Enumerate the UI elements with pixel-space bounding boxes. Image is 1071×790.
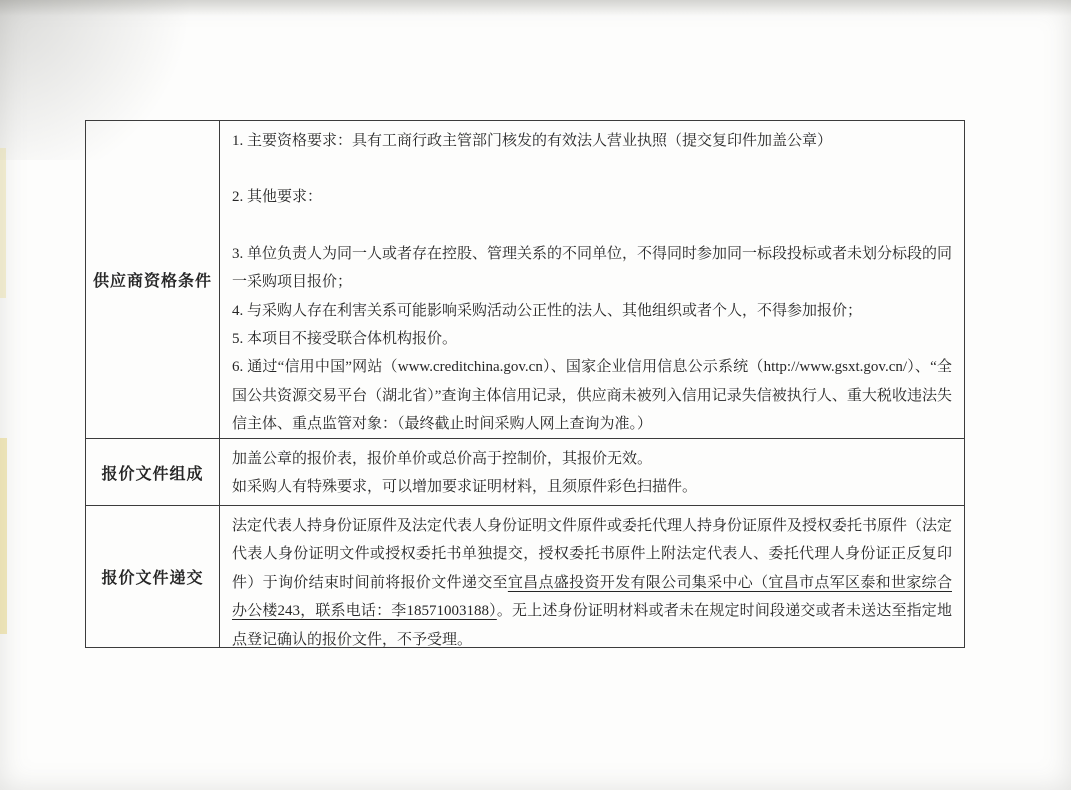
qualification-item-3: 3. 单位负责人为同一人或者存在控股、管理关系的不同单位，不得同时参加同一标段投标或者未划分标段的同一采购项目报价；: [232, 245, 953, 291]
qualification-item-1: 1. 主要资格要求：具有工商行政主管部门核发的有效法人营业执照（提交复印件加盖公章）: [232, 133, 833, 149]
supplier-qualification-content: [220, 121, 964, 438]
composition-line-2: 如采购人有特殊要求，可以增加要求证明材料，且须原件彩色扫描件。: [232, 479, 698, 496]
scan-artifact-strip: [0, 438, 7, 634]
submission-paragraph: [232, 512, 952, 654]
qualification-item-2: 2. 其他要求：: [232, 189, 323, 206]
qualification-item-5: 5. 本项目不接受联合体机构报价。: [232, 331, 458, 348]
submission-address-underlined: 宜昌点盛投资开发有限公司集采中心（宜昌市点军区泰和世家综合办公楼243，联系电话：李18571003188）: [232, 574, 952, 620]
quotation-composition-content: [220, 439, 964, 505]
composition-line-1: 加盖公章的报价表，报价单价或总价高于控制价，其报价无效。: [232, 451, 653, 467]
qualification-item-6: 6. 通过“信用中国”网站（www.creditchina.gov.cn）、国家企业信用信息公示系统（http://www.gsxt.gov.cn/）、“全国公共资源交易平台（湖北省）”查询主体信用记录，供应商未被列入信用记录失信被执行人、重大税收违法失信主体、重点监管对象：（最终截止时间采购人网上查询为准。）: [232, 359, 952, 433]
row-header-supplier-qualification: 供应商资格条件: [86, 121, 220, 438]
row-header-quotation-composition: 报价文件组成: [86, 439, 220, 505]
procurement-conditions-table: [85, 120, 965, 648]
submission-text-tail: 。无上述身份证明材料或者未在规定时间段递交或者未送达至指定地点登记确认的报价文件，不予受理。: [232, 603, 952, 648]
table-row-supplier-qualification: [86, 121, 964, 439]
submission-text-lead: 法定代表人持身份证原件及法定代表人身份证明文件原件或委托代理人持身份证原件及授权委托书原件（法定代表人身份证明文件或授权委托书单独提交，授权委托书原件上附法定代表人、委托代理人身份证正反复印件）于询价结束时间前将报价文件递交至: [232, 518, 953, 591]
table-row-quotation-composition: [86, 439, 964, 506]
row-header-quotation-submission: 报价文件递交: [86, 506, 220, 647]
table-row-quotation-submission: [86, 506, 964, 647]
qualification-item-4: 4. 与采购人存在利害关系可能影响采购活动公正性的法人、其他组织或者个人，不得参加报价；: [232, 302, 863, 319]
scan-artifact-strip: [0, 148, 6, 298]
quotation-submission-content: [220, 506, 964, 647]
